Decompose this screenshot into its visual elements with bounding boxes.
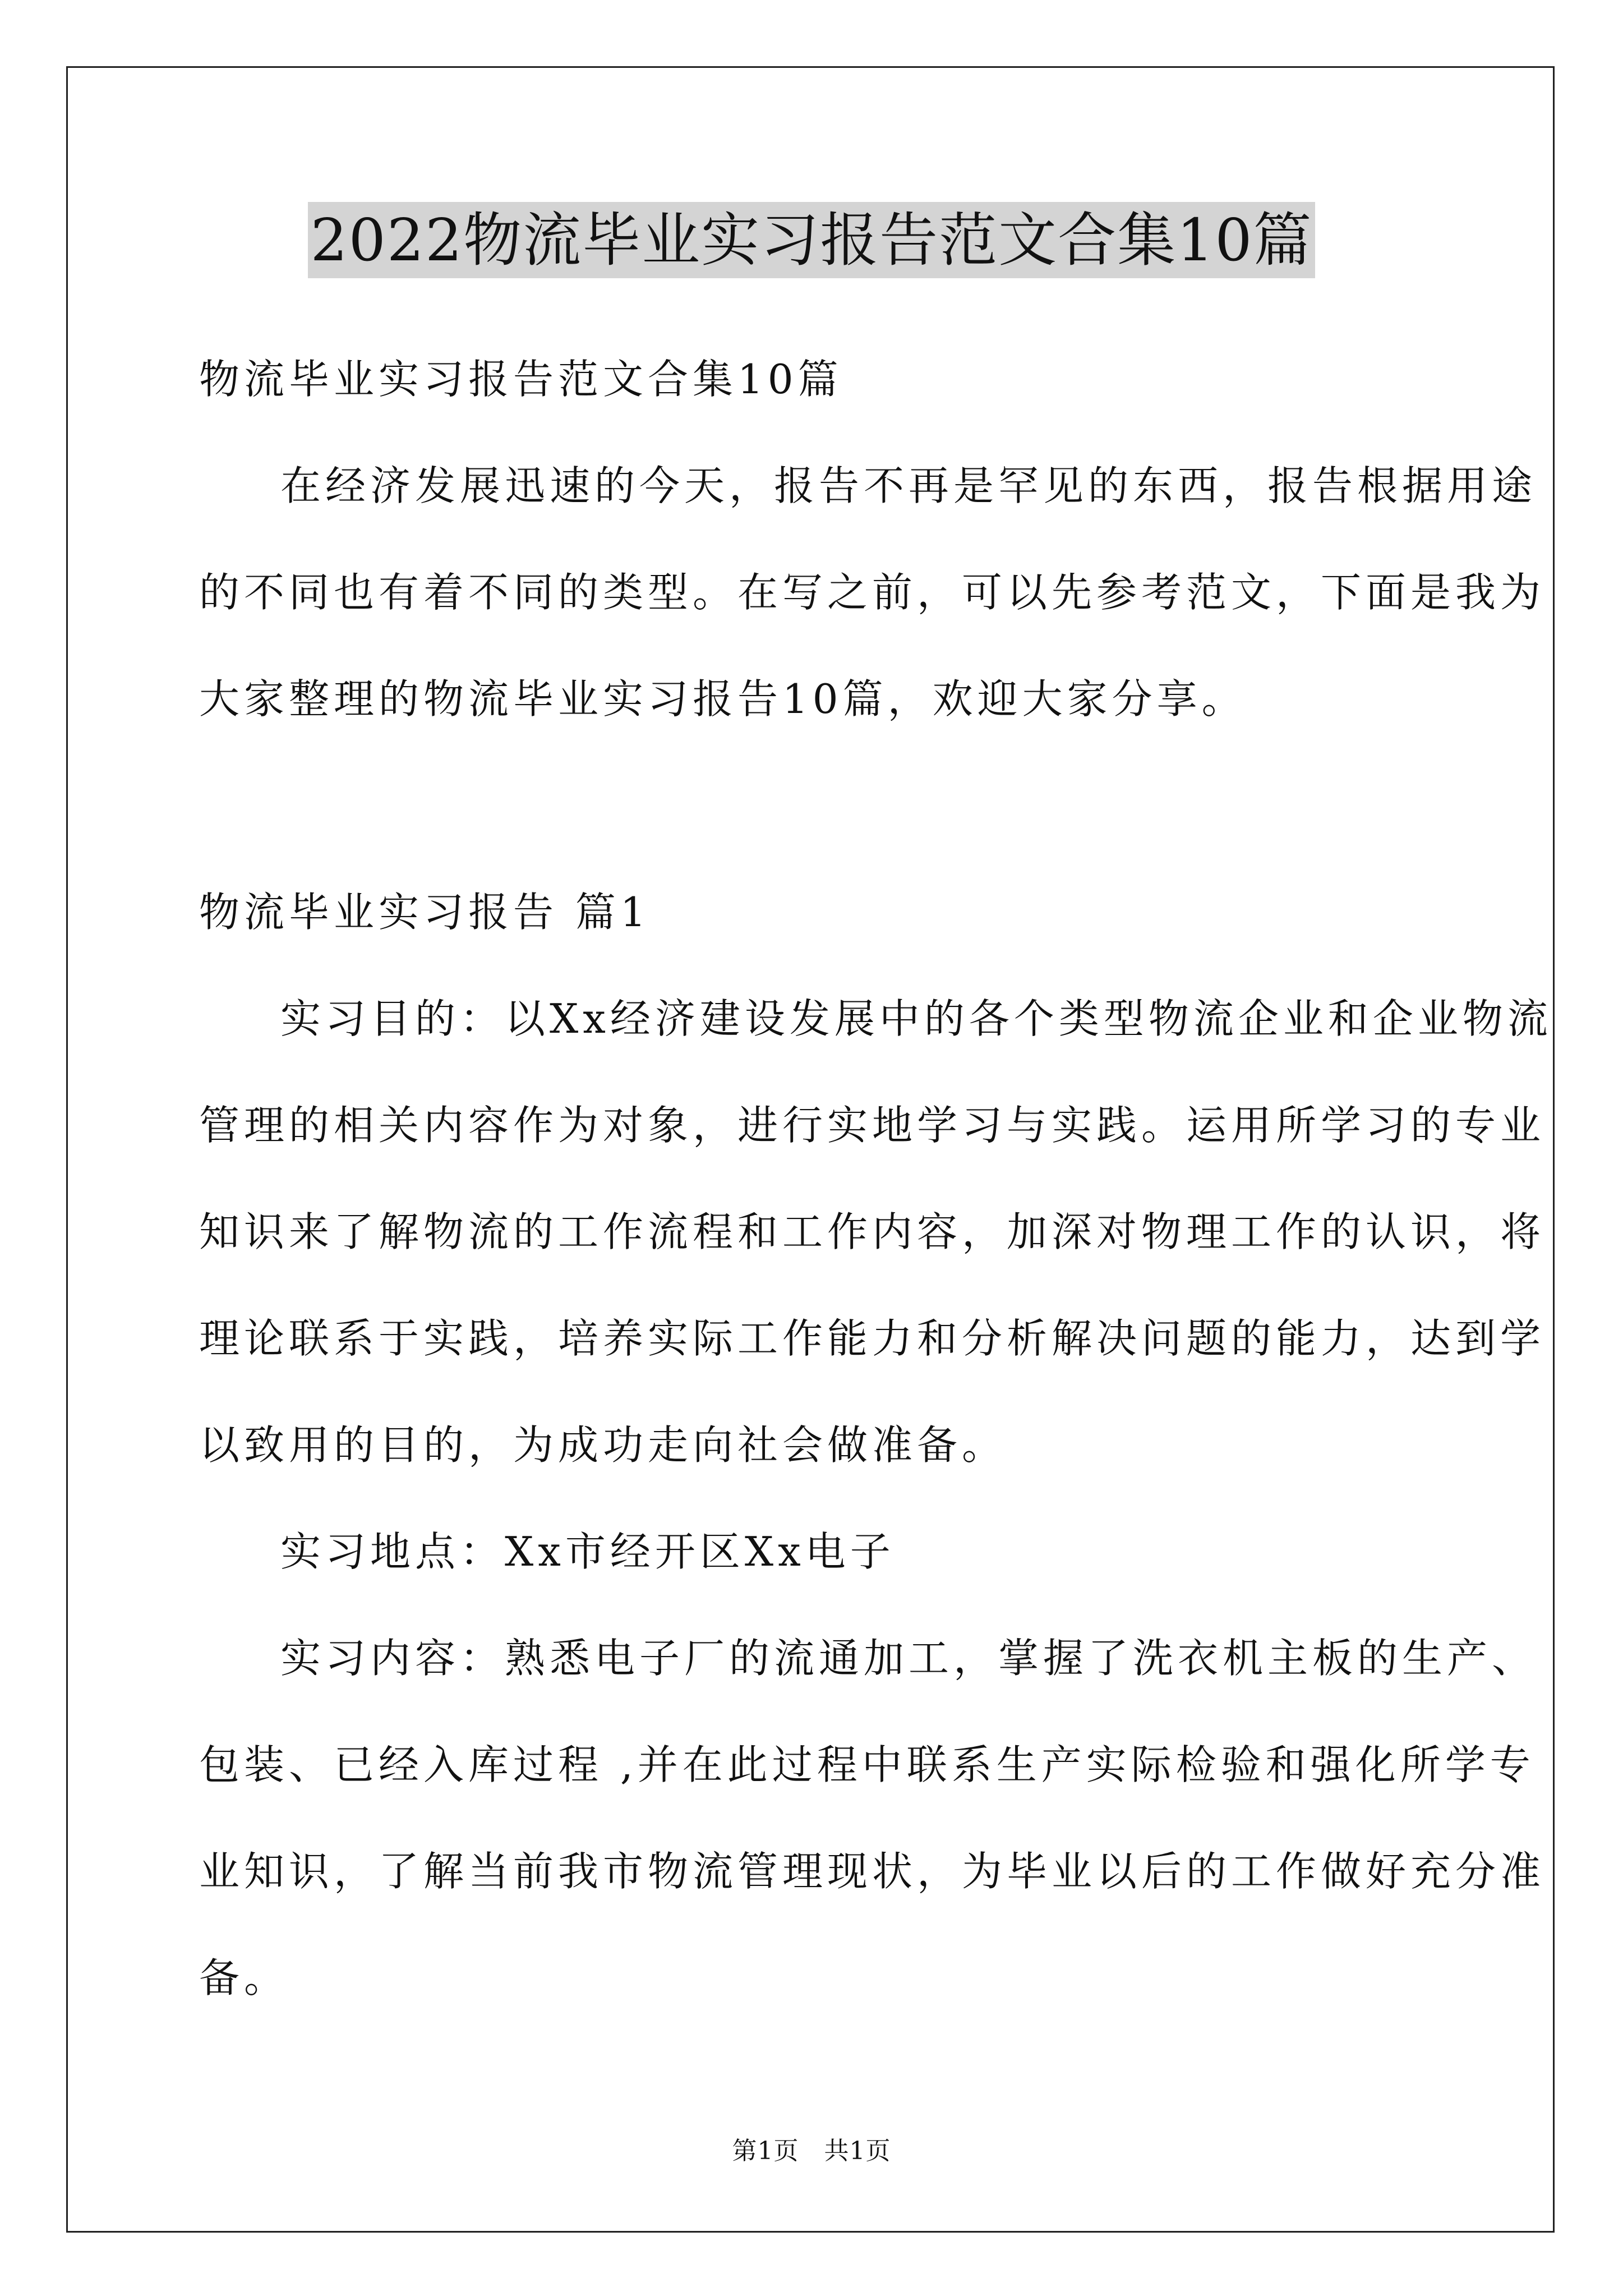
content-line: 包装、已经入库过程 ,并在此过程中联系生产实际检验和强化所学专 [199,1741,1535,1788]
document-subtitle: 物流毕业实习报告范文合集10篇 [199,356,843,403]
section-heading: 物流毕业实习报告 篇1 [199,889,651,936]
content-line: 业知识，了解当前我市物流管理现状，为毕业以后的工作做好充分准 [199,1848,1546,1895]
intro-line: 在经济发展迅速的今天，报告不再是罕见的东西，报告根据用途 [280,462,1537,509]
intro-line: 大家整理的物流毕业实习报告10篇，欢迎大家分享。 [199,675,1247,723]
purpose-line: 知识来了解物流的工作流程和工作内容，加深对物理工作的认识，将 [199,1208,1546,1255]
content-line: 实习内容：熟悉电子厂的流通加工，掌握了洗衣机主板的生产、 [280,1635,1537,1682]
purpose-line: 以致用的目的，为成功走向社会做准备。 [199,1421,1007,1469]
purpose-line: 理论联系于实践，培养实际工作能力和分析解决问题的能力，达到学 [199,1315,1546,1362]
purpose-line: 管理的相关内容作为对象，进行实地学习与实践。运用所学习的专业 [199,1102,1546,1149]
purpose-line: 实习目的：以Xx经济建设发展中的各个类型物流企业和企业物流 [280,995,1552,1042]
document-title: 2022物流毕业实习报告范文合集10篇 [308,202,1315,278]
content-line: 备。 [199,1954,289,2001]
intro-line: 的不同也有着不同的类型。在写之前，可以先参考范文，下面是我为 [199,569,1546,616]
page-number-footer: 第1页 共1页 [732,2137,891,2165]
location-line: 实习地点：Xx市经开区Xx电子 [280,1528,895,1575]
title-row [0,202,1623,278]
